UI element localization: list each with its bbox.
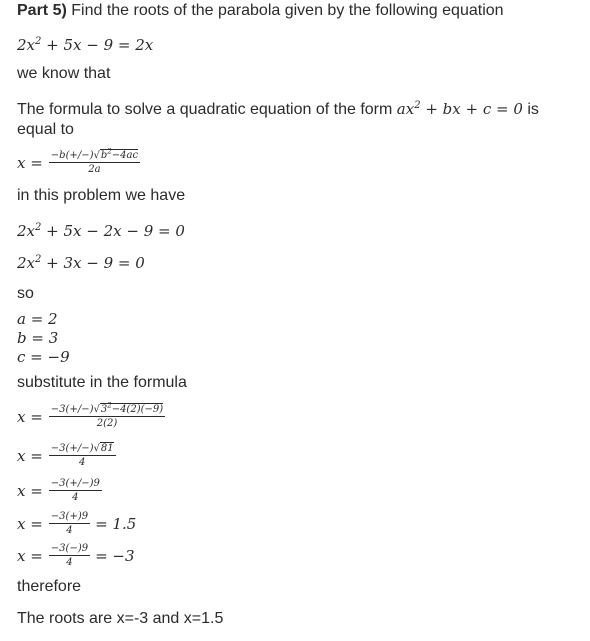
substitution-step-3: x = $\frac{-3(+/-)9}{4}$ [17,478,100,503]
conclusion-text: The roots are x=-3 and x=1.5 [17,610,224,627]
root-one-step: x = $\frac{-3(+)9}{4}$ = 1.5 [17,511,137,536]
in-this-problem-text: in this problem we have [17,187,186,204]
standard-form: $ax^2$ + bx + c = 0 [396,100,523,118]
formula-fraction: $\frac{-b(+/-)√b^2-4ac}{2a}$ [50,147,139,175]
coefficient-a: a = 2 [17,310,58,328]
part-label: Part 5) [17,2,67,19]
so-text: so [17,285,34,302]
formula-intro-line2: equal to [17,121,74,138]
problem-heading [17,0,504,22]
substitute-text: substitute in the formula [17,374,187,391]
substitution-step-1: x = $\frac{-3(+/-)√3^2-4(2)(-9)}{2(2)}$ [17,401,164,429]
we-know-that-text: we know that [17,65,111,82]
formula-intro-line1: The formula to solve a quadratic equation of the form $ax^2$ + bx + c = 0 is [17,100,539,118]
therefore-text: therefore [17,578,82,595]
rearranged-equation: $2x^2 + 5x - 2x - 9 = 0$ [17,222,185,240]
problem-prompt: Find the roots of the parabola given by the following equation [71,2,504,19]
simplified-equation: $2x^2 + 3x - 9 = 0$ [17,254,145,272]
coefficient-c: c = −9 [17,348,70,366]
substitution-step-2: x = $\frac{-3(+/-)√81}{4}$ [17,443,114,468]
given-equation: $2x^2 + 5x - 9 = 2x$ [17,36,154,54]
quadratic-formula: x = $\frac{-b(+/-)√b^2-4ac}{2a}$ [17,147,139,175]
coefficient-b: b = 3 [17,329,59,347]
root-two-step: x = $\frac{-3(-)9}{4}$ = −3 [17,543,135,568]
